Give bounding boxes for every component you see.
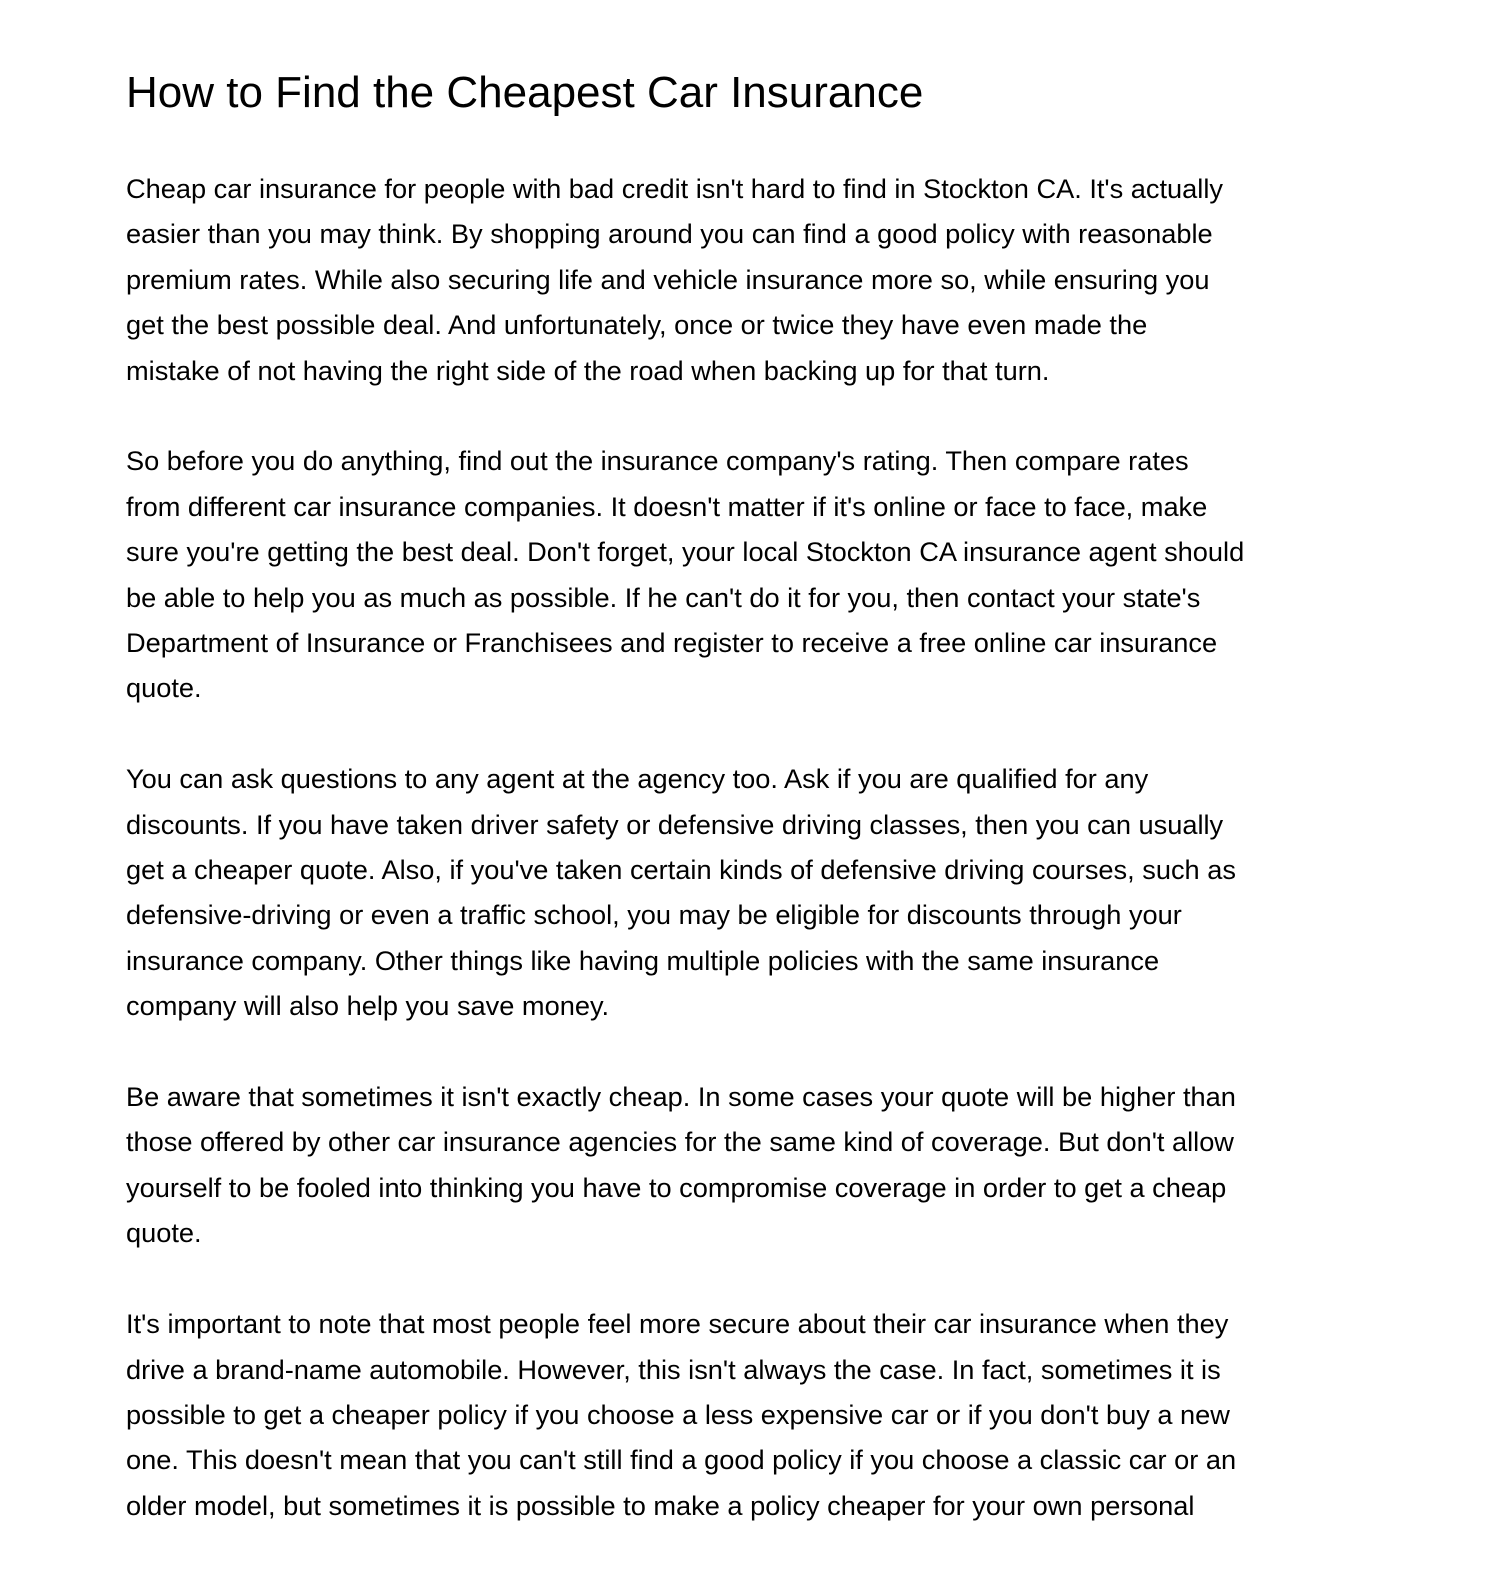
paragraph [126, 1074, 1376, 1256]
paragraph-line: possible to get a cheaper policy if you choose a less expensive car or if you don't buy a new [126, 1398, 1230, 1430]
paragraph [126, 756, 1376, 1028]
paragraph-line: Department of Insurance or Franchisees and register to receive a free online car insurance [126, 627, 1218, 659]
paragraph-line: premium rates. While also securing life and vehicle insurance more so, while ensuring you [126, 263, 1210, 295]
paragraph-line: easier than you may think. By shopping around you can find a good policy with reasonable [126, 218, 1213, 250]
document-title: How to Find the Cheapest Car Insurance [126, 68, 924, 117]
paragraph-line: be able to help you as much as possible. If he can't do it for you, then contact your state's [126, 581, 1201, 613]
paragraph-line: Be aware that sometimes it isn't exactly cheap. In some cases your quote will be higher than [126, 1081, 1236, 1113]
paragraph-line: insurance company. Other things like having multiple policies with the same insurance [126, 944, 1160, 976]
paragraph-line: drive a brand-name automobile. However, this isn't always the case. In fact, sometimes it is [126, 1353, 1221, 1385]
paragraph [126, 438, 1376, 710]
paragraph-line: one. This doesn't mean that you can't still find a good policy if you choose a classic car or an [126, 1444, 1237, 1476]
paragraph [126, 1301, 1376, 1528]
paragraph-line: yourself to be fooled into thinking you have to compromise coverage in order to get a cheap [126, 1171, 1227, 1203]
paragraph-line: from different car insurance companies. It doesn't matter if it's online or face to face, make [126, 490, 1208, 522]
paragraph-line: get the best possible deal. And unfortunately, once or twice they have even made the [126, 309, 1148, 341]
paragraph-line: those offered by other car insurance agencies for the same kind of coverage. But don't allow [126, 1126, 1234, 1158]
paragraph-line: mistake of not having the right side of the road when backing up for that turn. [126, 354, 1050, 386]
paragraph-line: You can ask questions to any agent at the agency too. Ask if you are qualified for any [126, 763, 1149, 795]
paragraph-line: Cheap car insurance for people with bad credit isn't hard to find in Stockton CA. It's actually [126, 173, 1223, 204]
paragraph [126, 166, 1376, 393]
paragraph-line: quote. [126, 672, 202, 704]
paragraph-line: discounts. If you have taken driver safety or defensive driving classes, then you can usually [126, 808, 1224, 840]
paragraph-line: It's important to note that most people feel more secure about their car insurance when they [126, 1308, 1229, 1340]
paragraph-line: quote. [126, 1217, 202, 1249]
paragraph-line: company will also help you save money. [126, 990, 610, 1022]
paragraph-line: sure you're getting the best deal. Don't forget, your local Stockton CA insurance agent should [126, 536, 1245, 568]
document-body [126, 166, 1376, 1574]
paragraph-line: get a cheaper quote. Also, if you've taken certain kinds of defensive driving courses, such as [126, 854, 1236, 886]
paragraph-line: So before you do anything, find out the insurance company's rating. Then compare rates [126, 445, 1189, 477]
paragraph-line: defensive-driving or even a traffic school, you may be eligible for discounts through your [126, 899, 1182, 931]
paragraph-line: older model, but sometimes it is possible to make a policy cheaper for your own personal [126, 1489, 1195, 1521]
